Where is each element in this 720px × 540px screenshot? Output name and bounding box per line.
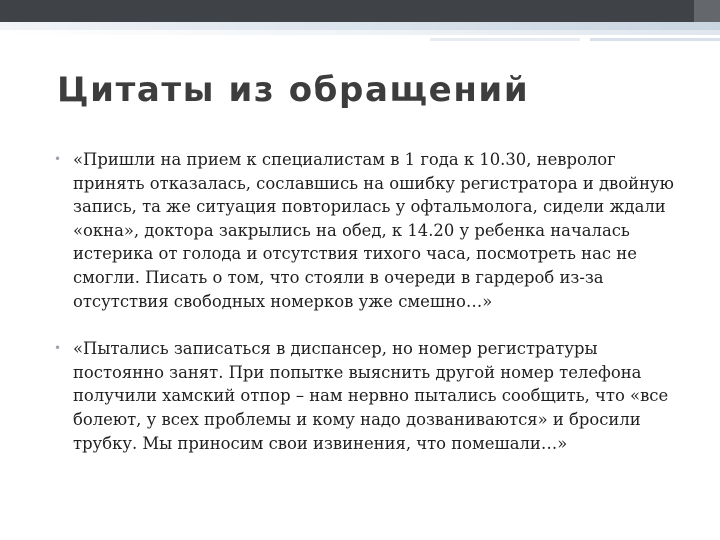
quote-text: «Пытались записаться в диспансер, но номер регистратуры постоянно занят. При попытке выяснить другой номер телефона получили хамский отпор – нам нервно пытались сообщить, что «все болеют, у всех проблемы и кому надо дозваниваются» и бросили трубку. Мы приносим свои извинения, что помешали…»: [73, 339, 669, 453]
quote-item: [50, 148, 680, 313]
decorative-stripe: [0, 22, 720, 30]
decorative-stripe: [430, 38, 580, 41]
decorative-stripe: [0, 30, 720, 35]
header-band: [0, 0, 720, 22]
quote-item: [50, 337, 680, 455]
slide-title: Цитаты из обращений: [57, 70, 530, 110]
decorative-stripe: [590, 38, 720, 41]
quote-list: [50, 148, 680, 455]
bullet-icon: •: [54, 152, 62, 166]
header-band-edge: [694, 0, 720, 22]
quote-text: «Пришли на прием к специалистам в 1 года к 10.30, невролог принять отказалась, сославшись на ошибку регистратора и двойную запись, та же ситуация повторилась у офтальмолога, сидели ждали «окна», доктора закрылись на обед, к 14.20 у ребенка началась истерика от голода и отсутствия тихого часа, посмотреть нас не смогли. Писать о том, что стояли в очереди в гардероб из-за отсутствия свободных номерков уже смешно…»: [73, 150, 674, 311]
bullet-icon: •: [54, 341, 62, 356]
